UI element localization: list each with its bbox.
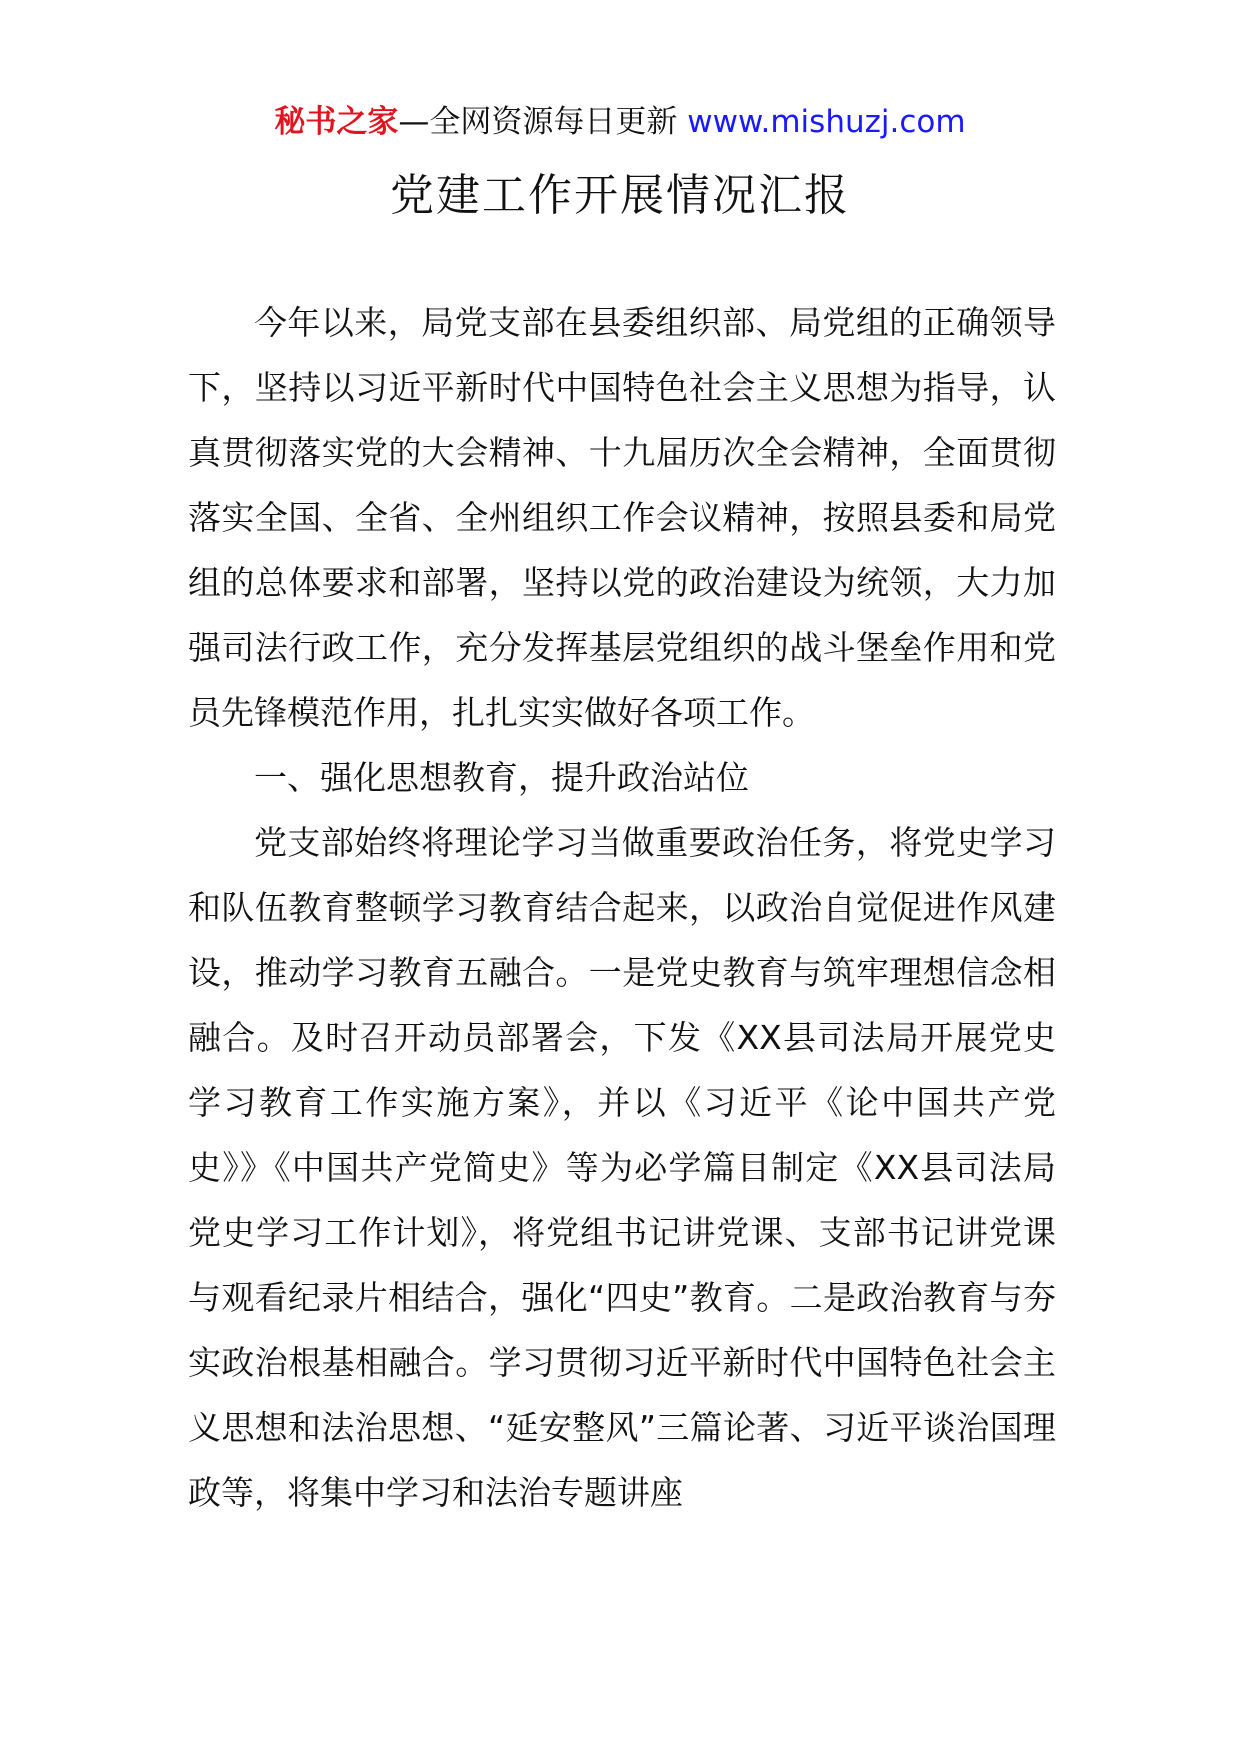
website-link[interactable]: www.mishuzj.com (687, 104, 966, 140)
header-tagline: —全网资源每日更新 (398, 104, 688, 140)
brand-name: 秘书之家 (274, 104, 399, 140)
section-paragraph: 党支部始终将理论学习当做重要政治任务，将党史学习和队伍教育整顿学习教育结合起来，以政治自觉促进作风建设，推动学习教育五融合。一是党史教育与筑牢理想信念相融合。及时召开动员部署会，下发《XX县司法局开展党史学习教育工作实施方案》，并以《习近平《论中国共产党史》》《中国共产党简史》等为必学篇目制定《XX县司法局党史学习工作计划》，将党组书记讲党课、支部书记讲党课与观看纪录片相结合，强化“四史”教育。二是政治教育与夯实政治根基相融合。学习贯彻习近平新时代中国特色社会主义思想和法治思想、“延安整风”三篇论著、习近平谈治国理政等，将集中学习和法治专题讲座 (188, 823, 1056, 1512)
document-title: 党建工作开展情况汇报 (390, 170, 850, 221)
intro-paragraph: 今年以来，局党支部在县委组织部、局党组的正确领导下，坚持以习近平新时代中国特色社会主义思想为指导，认真贯彻落实党的大会精神、十九届历次全会精神，全面贯彻落实全国、全省、全州组织工作会议精神，按照县委和局党组的总体要求和部署，坚持以党的政治建设为统领，大力加强司法行政工作，充分发挥基层党组织的战斗堡垒作用和党员先锋模范作用，扎扎实实做好各项工作。 (188, 303, 1056, 732)
site-header (0, 100, 1240, 144)
section-heading: 一、强化思想教育，提升政治站位 (254, 758, 749, 797)
document-body (188, 290, 1056, 1525)
